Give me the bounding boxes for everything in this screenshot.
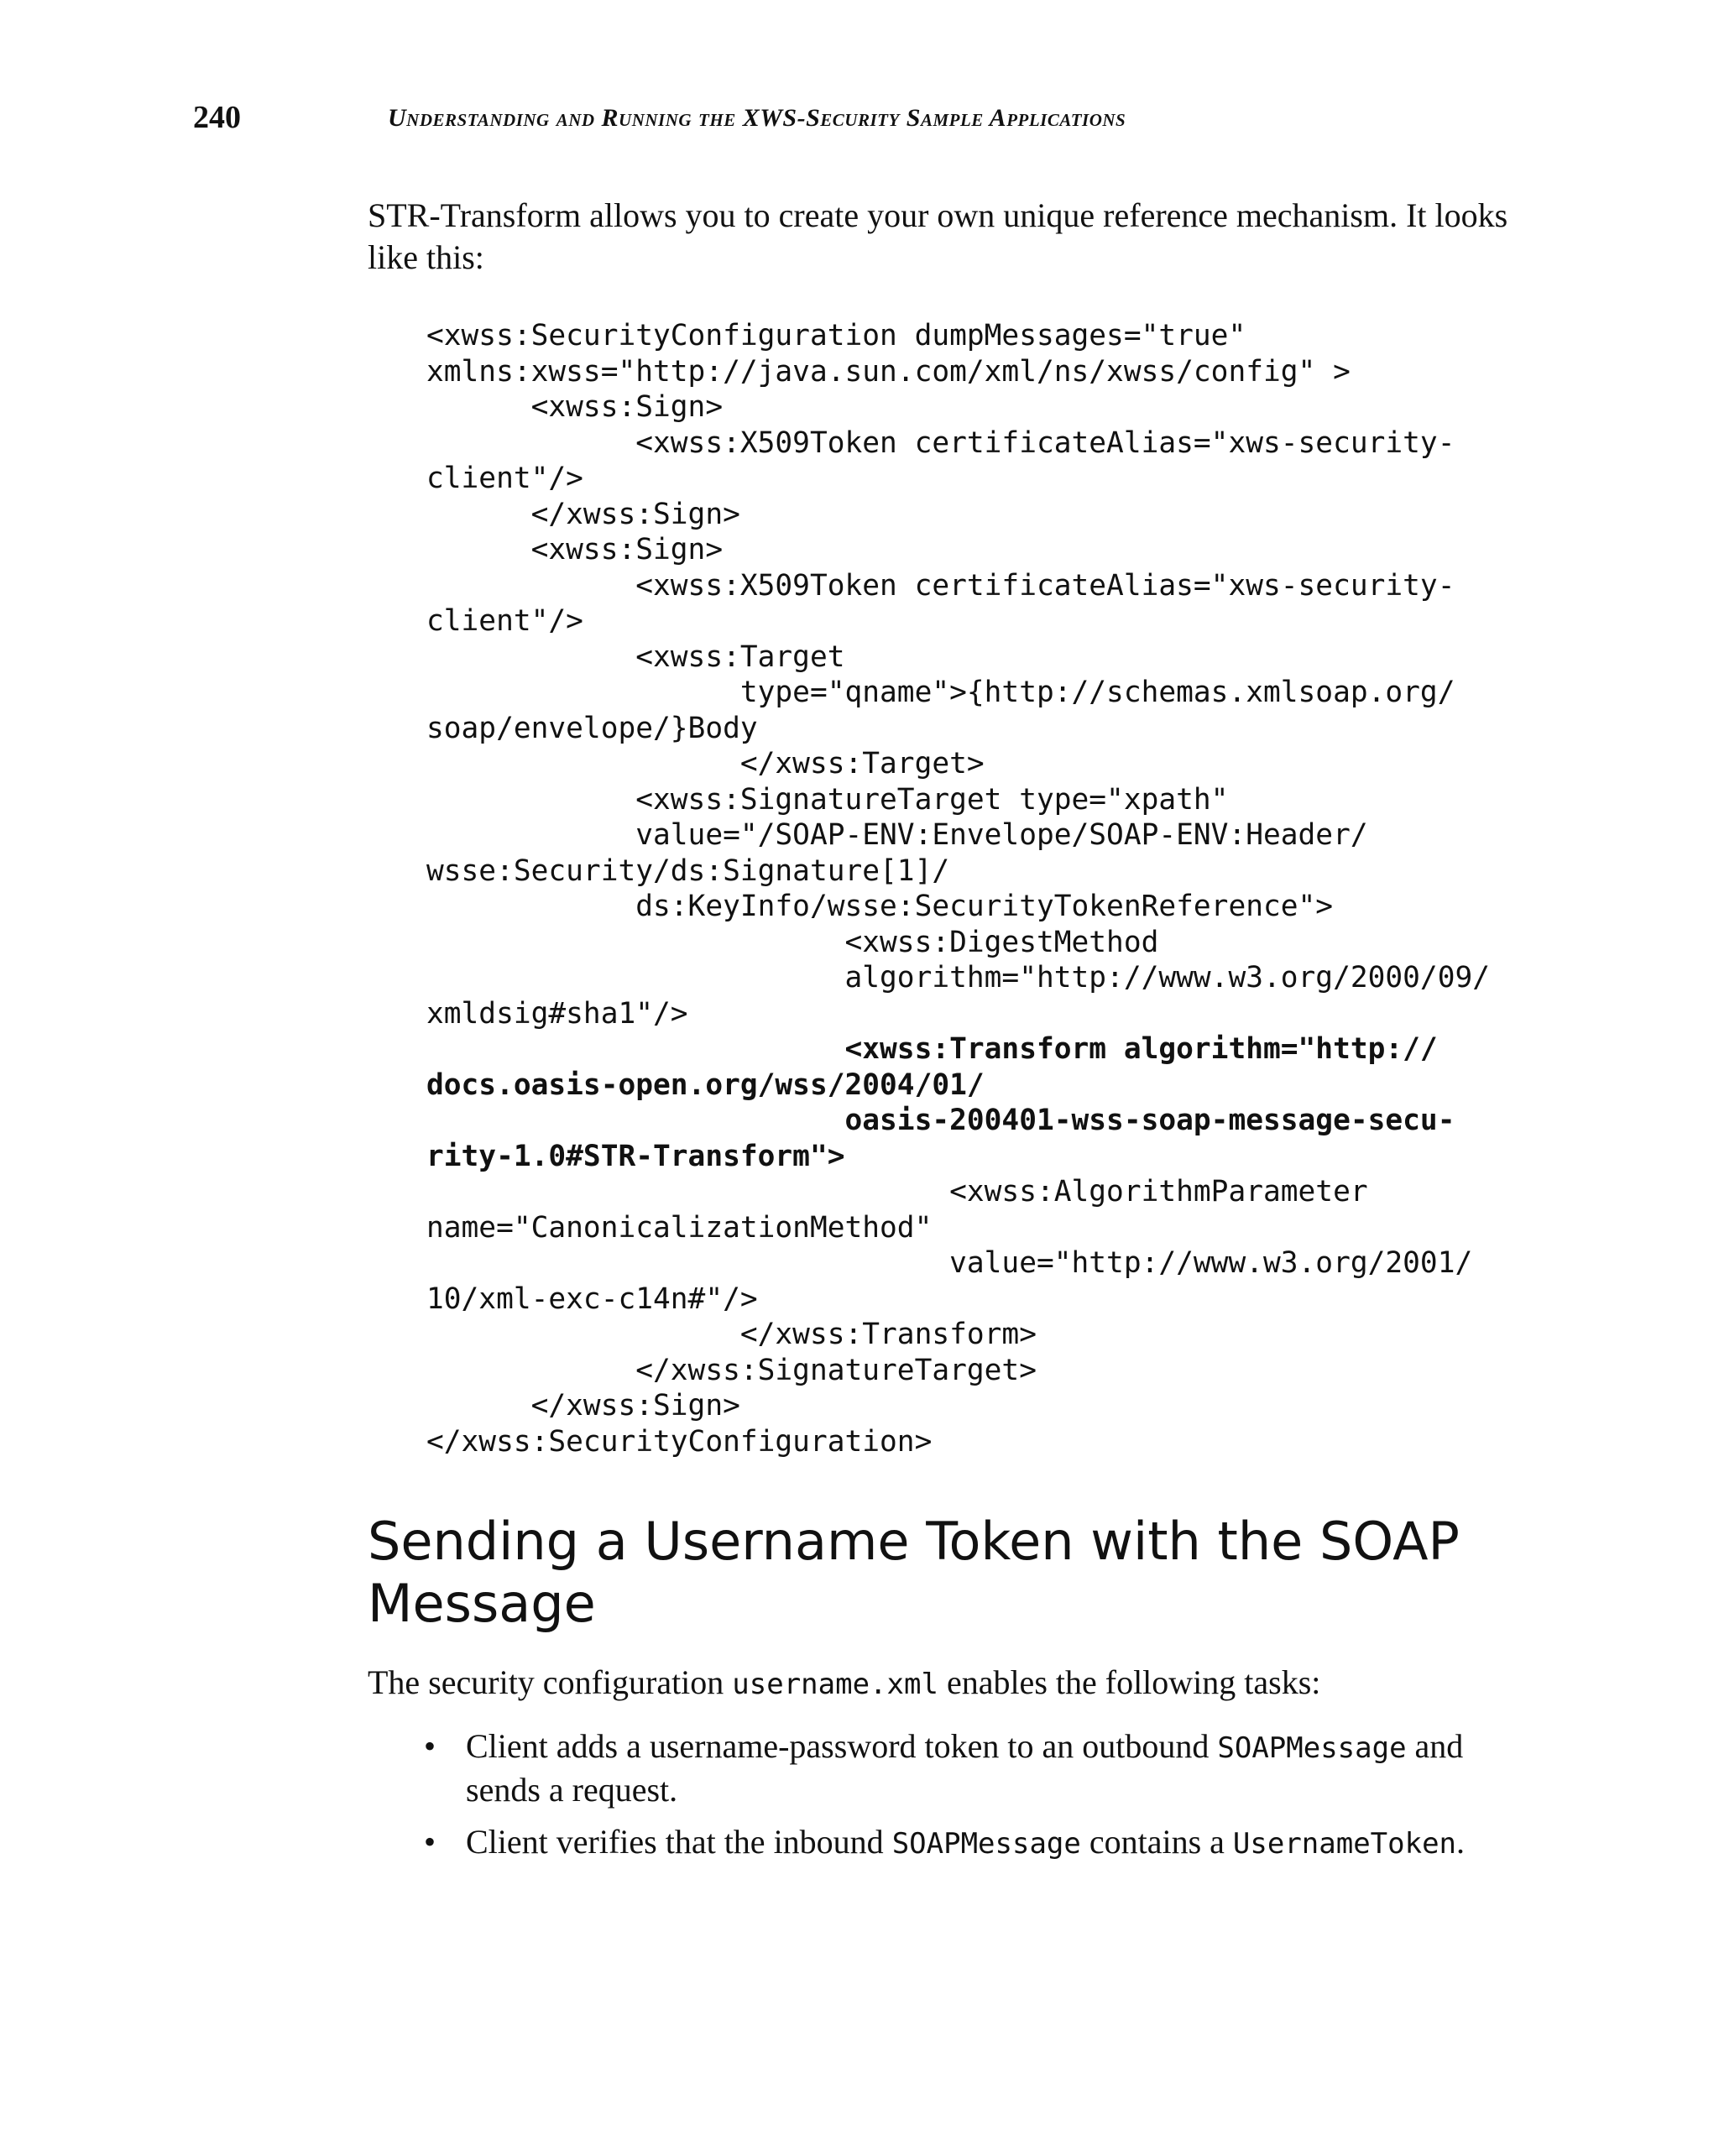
- body-paragraph: [368, 1662, 1526, 1705]
- code-line: </xwss:SignatureTarget>: [426, 1353, 1037, 1387]
- code-line: type="qname">{http://schemas.xmlsoap.org/: [426, 676, 1455, 709]
- code-line: wsse:Security/ds:Signature[1]/: [426, 854, 950, 888]
- inline-code: username.xml: [732, 1668, 938, 1701]
- list-item: [424, 1821, 1532, 1865]
- list-item-text: and sends a request.: [466, 1727, 1464, 1809]
- list-item-text: contains a: [1080, 1823, 1233, 1861]
- code-line: xmlns:xwss="http://java.sun.com/xml/ns/xwss/config" >: [426, 354, 1351, 389]
- list-item-text: Client verifies that the inbound: [466, 1823, 892, 1861]
- code-line: <xwss:SecurityConfiguration dumpMessages="true": [426, 319, 1246, 352]
- code-line: oasis-200401-wss-soap-message-secu-: [426, 1104, 1455, 1137]
- code-line: <xwss:Sign>: [426, 390, 724, 424]
- code-line: value="http://www.w3.org/2001/: [426, 1246, 1473, 1280]
- section-heading: Sending a Username Token with the SOAP Message: [368, 1511, 1460, 1634]
- code-line: client"/>: [426, 462, 583, 495]
- code-line: <xwss:X509Token certificateAlias="xws-security-: [426, 568, 1455, 603]
- code-line: 10/xml-exc-c14n#"/>: [426, 1282, 758, 1316]
- code-line: <xwss:Sign>: [426, 533, 724, 566]
- code-line: docs.oasis-open.org/wss/2004/01/: [426, 1068, 985, 1102]
- paragraph-text: enables the following tasks:: [938, 1663, 1321, 1701]
- running-header: Understanding and Running the XWS-Security Sample Applications: [388, 104, 1126, 132]
- code-block: [426, 318, 1490, 1459]
- list-item: [424, 1725, 1532, 1811]
- code-line: <xwss:AlgorithmParameter: [426, 1175, 1368, 1209]
- code-line: ds:KeyInfo/wsse:SecurityTokenReference">: [426, 890, 1334, 923]
- code-line: rity-1.0#STR-Transform">: [426, 1139, 845, 1173]
- code-line: <xwss:X509Token certificateAlias="xws-security-: [426, 425, 1455, 460]
- code-line: </xwss:Transform>: [426, 1318, 1037, 1351]
- code-line: </xwss:SecurityConfiguration>: [426, 1424, 933, 1459]
- code-line: algorithm="http://www.w3.org/2000/09/: [426, 961, 1491, 994]
- inline-code: SOAPMessage: [1217, 1731, 1407, 1765]
- paragraph-text: The security configuration: [368, 1663, 733, 1701]
- code-line: </xwss:Sign>: [426, 497, 740, 531]
- code-line: value="/SOAP-ENV:Envelope/SOAP-ENV:Header/: [426, 818, 1368, 852]
- code-line: client"/>: [426, 604, 583, 638]
- bullet-icon: •: [424, 1823, 436, 1861]
- code-line: soap/envelope/}Body: [426, 711, 758, 745]
- bullet-icon: •: [424, 1727, 436, 1765]
- code-line: xmldsig#sha1"/>: [426, 996, 688, 1031]
- inline-code: SOAPMessage: [891, 1827, 1081, 1861]
- intro-paragraph: STR-Transform allows you to create your own unique reference mechanism. It looks like this:: [368, 196, 1508, 276]
- inline-code: UsernameToken: [1232, 1827, 1457, 1861]
- bullet-list: [424, 1725, 1532, 1875]
- code-line: </xwss:Sign>: [426, 1389, 740, 1423]
- code-line: </xwss:Target>: [426, 747, 985, 780]
- code-line: <xwss:Target: [426, 639, 845, 674]
- code-line: <xwss:DigestMethod: [426, 925, 1159, 959]
- code-line: <xwss:SignatureTarget type="xpath": [426, 782, 1229, 817]
- page-number: 240: [193, 100, 241, 135]
- code-line: <xwss:Transform algorithm="http://: [426, 1032, 1438, 1066]
- code-line: name="CanonicalizationMethod": [426, 1210, 933, 1245]
- list-item-text: Client adds a username-password token to an outbound: [466, 1727, 1218, 1765]
- list-item-text: .: [1456, 1823, 1466, 1861]
